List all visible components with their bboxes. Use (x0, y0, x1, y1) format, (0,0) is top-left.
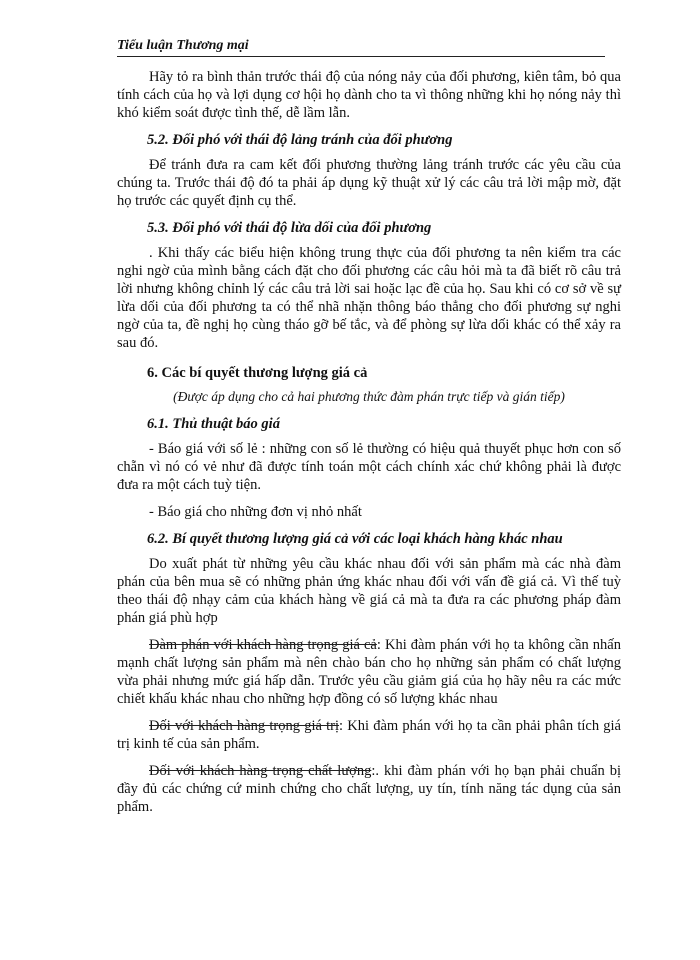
paragraph-8 (117, 717, 621, 753)
paragraph-1: Hãy tỏ ra bình thản trước thái độ của nóng nảy của đối phương, kiên tâm, bỏ qua tính cách của họ và lợi dụng cơ hội họ dành cho ta vì thông những khi họ nóng nảy thì khó kiểm soát được tình thế, dễ lầm lẫn. (117, 69, 621, 121)
paragraph-8-lead: Đối với khách hàng trọng giá trị (149, 718, 340, 734)
page-header (117, 36, 605, 57)
paragraph-7-lead: Đàm phán với khách hàng trọng giá cả (149, 637, 377, 653)
paragraph-2: Để tránh đưa ra cam kết đối phương thường lảng tránh trước các yêu cầu của chúng ta. Trước thái độ đó ta phải áp dụng kỹ thuật xử lý các câu trả lời mập mờ, đặt họ trước các quyết định cụ thể. (117, 157, 621, 209)
paragraph-7-rest: : Khi đàm phán với họ ta không cần nhấn mạnh chất lượng sản phẩm mà nên chào bán cho họ những sản phẩm có chất lượng vừa phải nhưng mức giá hấp dẫn. Trước yêu cầu giảm giá của họ hãy nêu ra các mức chiết khấu khác nhau cho những hợp đồng có số lượng khác nhau (117, 637, 621, 707)
paragraph-5: - Báo giá cho những đơn vị nhỏ nhất (149, 504, 362, 520)
header-title: Tiểu luận Thương mại (117, 38, 249, 53)
section-note: (Được áp dụng cho cả hai phương thức đàm phán trực tiếp và gián tiếp) (173, 389, 565, 404)
paragraph-9-lead: Đối với khách hàng trọng chất lượng (149, 763, 372, 779)
paragraph-7 (117, 636, 621, 708)
document-body (117, 68, 621, 816)
heading-6-1: 6.1. Thủ thuật báo giá (147, 416, 280, 432)
heading-5-2: 5.2. Đối phó với thái độ lảng tránh của đối phương (147, 132, 453, 148)
paragraph-3: . Khi thấy các biểu hiện không trung thực của đối phương ta nên kiểm tra các nghi ngờ của mình bằng cách đặt cho đối phương các câu hỏi mà ta đã biết rõ câu trả lời nhưng không chỉnh lý các câu trả lời sai hoặc lạc đề của họ. Sau khi có cơ sở về sự lừa dối của đối phương ta có thể nhã nhặn thông báo thẳng cho đối phương sự nghi ngờ của ta, đề nghị họ cùng tháo gỡ bế tắc, và để phòng sự lừa dối khác có thể xảy ra sau đó. (117, 245, 621, 351)
paragraph-6: Do xuất phát từ những yêu cầu khác nhau đối với sản phẩm mà các nhà đàm phán của bên mua sẽ có những phản ứng khác nhau đối với vấn đề giá cả. Vì thế tuỳ theo thái độ nhạy cảm của khách hàng về giá cả mà ta đưa ra các phương pháp đàm phán giá phù hợp (117, 556, 621, 626)
heading-5-3: 5.3. Đối phó với thái độ lừa dối của đối phương (147, 220, 432, 236)
paragraph-4: - Báo giá với số lẻ : những con số lẻ thường có hiệu quả thuyết phục hơn con số chẵn vì nó có vẻ như đã được tính toán một cách chính xác chứ không phải là được đưa ra một cách tuỳ tiện. (117, 441, 621, 493)
paragraph-9-rest: :. khi đàm phán với họ bạn phải chuẩn bị đầy đủ các chứng cứ minh chứng cho chất lượng, uy tín, tính năng tác dụng của sản phẩm. (117, 763, 621, 815)
heading-6: 6. Các bí quyết thương lượng giá cả (147, 365, 368, 381)
paragraph-9 (117, 762, 621, 816)
paragraph-8-rest: : Khi đàm phán với họ ta cần phải phân tích giá trị kinh tế của sản phẩm. (117, 718, 621, 752)
heading-6-2: 6.2. Bí quyết thương lượng giá cả với các loại khách hàng khác nhau (147, 531, 563, 547)
